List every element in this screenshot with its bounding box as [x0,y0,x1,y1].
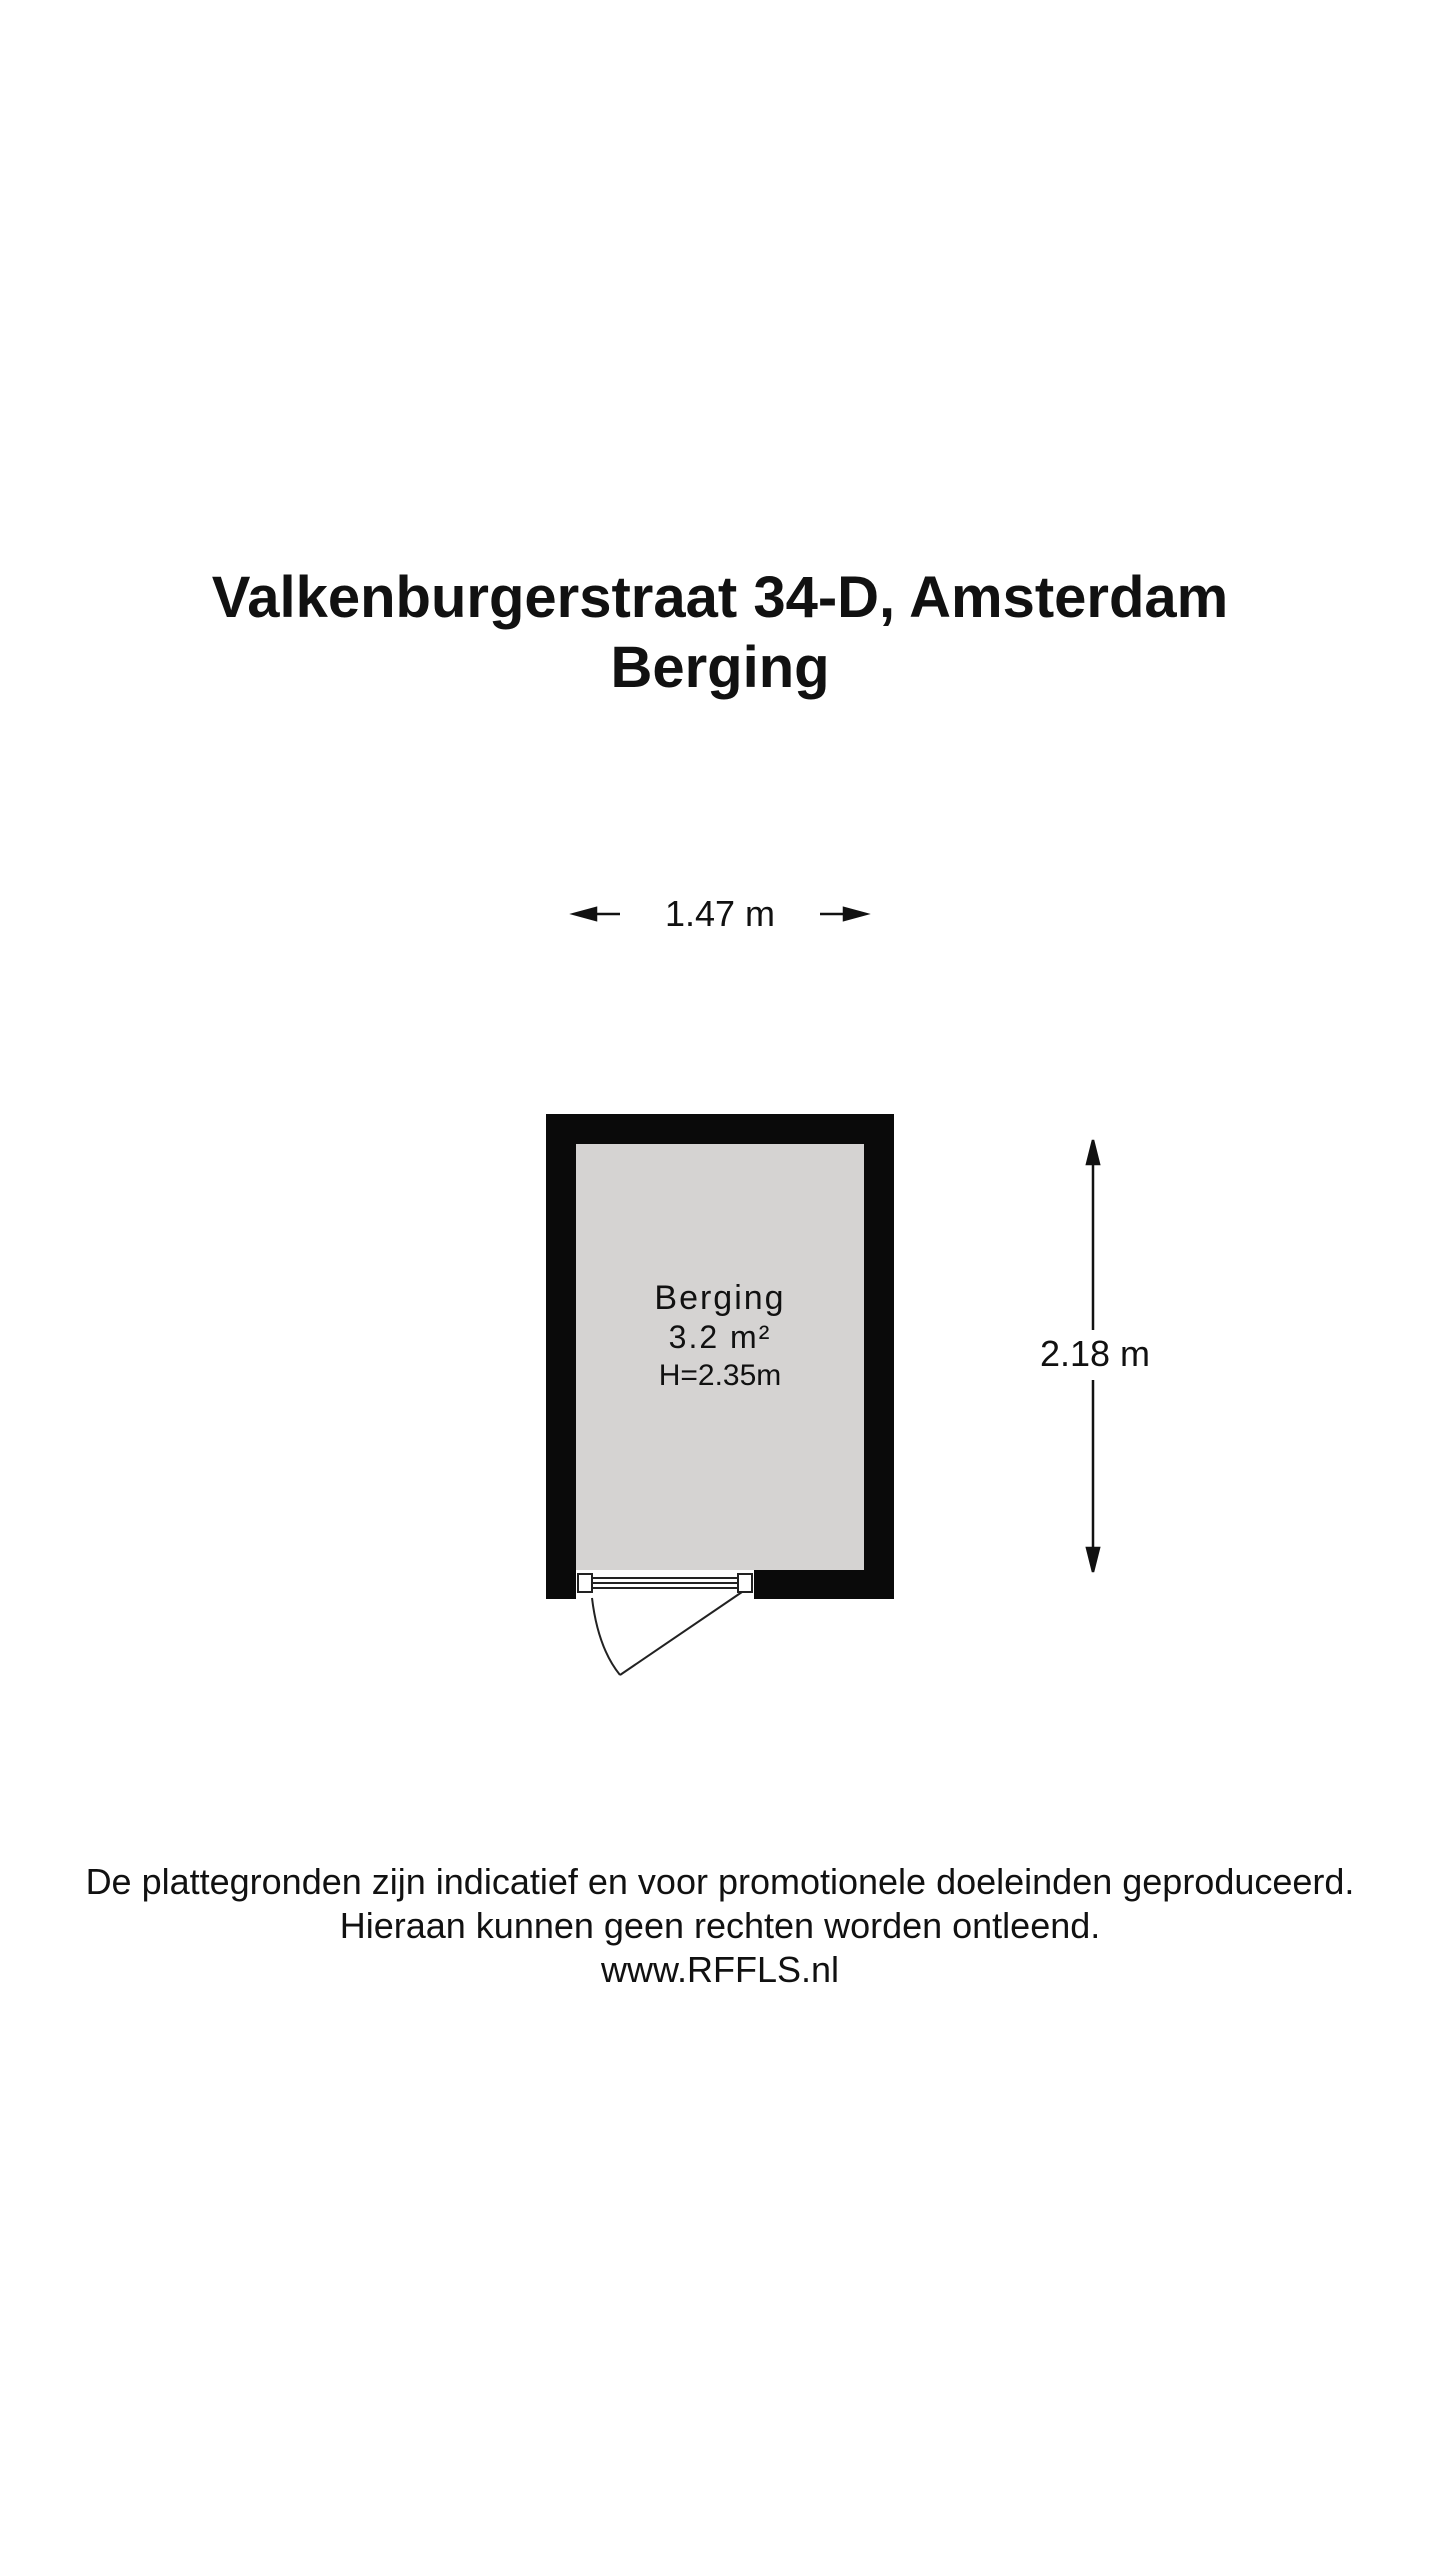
width-dimension-label: 1.47 m [620,892,820,936]
door-opening [576,1570,754,1599]
room-name-label: Berging [654,1279,786,1317]
website-url: www.RFFLS.nl [600,1949,840,1990]
page-subtitle: Berging [610,635,830,700]
page-title: Valkenburgerstraat 34-D, Amsterdam [211,565,1229,630]
room-floor [576,1144,864,1570]
disclaimer-text: Hieraan kunnen geen rechten worden ontleend. [339,1905,1101,1946]
room-height-label: H=2.35m [658,1359,782,1392]
disclaimer-text: De plattegronden zijn indicatief en voor promotionele doeleinden geproduceerd. [85,1861,1355,1902]
height-dimension-label: 2.18 m [1010,1332,1180,1376]
room-area-label: 3.2 m² [668,1319,772,1355]
door-swing [592,1592,742,1675]
